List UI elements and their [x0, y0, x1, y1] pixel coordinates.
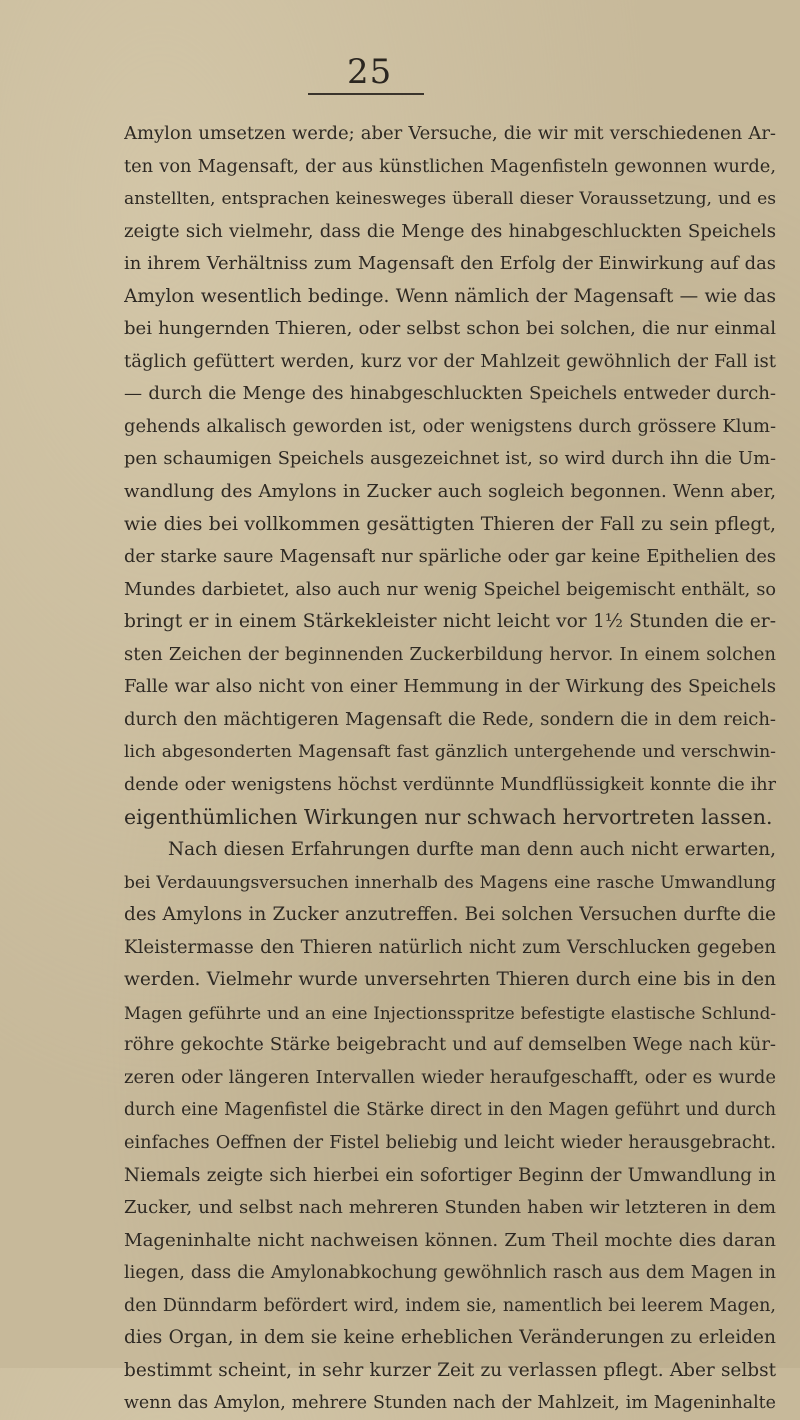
text-line: wie dies bei vollkommen gesättigten Thieren der Fall zu sein pflegt,: [124, 513, 776, 535]
text-line: sten Zeichen der beginnenden Zuckerbildung hervor. In einem solchen: [124, 643, 776, 665]
paragraph-end-line: eigenthümlichen Wirkungen nur schwach hervortreten lassen.: [124, 805, 773, 830]
text-line: wandlung des Amylons in Zucker auch sogleich begonnen. Wenn aber,: [124, 481, 776, 503]
body-text: [124, 118, 776, 1420]
text-line: — durch die Menge des hinabgeschluckten Speichels entweder durch-: [124, 383, 776, 405]
text-line: Falle war also nicht von einer Hemmung in der Wirkung des Speichels: [124, 676, 776, 698]
text-line: bringt er in einem Stärkekleister nicht leicht vor 1½ Stunden die er-: [124, 611, 776, 633]
text-line: des Amylons in Zucker anzutreffen. Bei solchen Versuchen durfte die: [124, 904, 776, 926]
text-line: in ihrem Verhältniss zum Magensaft den Erfolg der Einwirkung auf das: [124, 253, 776, 275]
text-line: werden. Vielmehr wurde unversehrten Thieren durch eine bis in den: [124, 969, 776, 991]
text-line: dies Organ, in dem sie keine erheblichen Veränderungen zu erleiden: [124, 1327, 776, 1349]
text-line: bei Verdauungsversuchen innerhalb des Magens eine rasche Umwandlung: [124, 872, 776, 893]
text-line: zeigte sich vielmehr, dass die Menge des hinabgeschluckten Speichels: [124, 220, 776, 242]
header-rule: [308, 93, 424, 95]
text-line: Amylon wesentlich bedinge. Wenn nämlich der Magensaft — wie das: [124, 285, 776, 307]
page-number: 25: [347, 52, 393, 92]
text-line: Mundes darbietet, also auch nur wenig Speichel beigemischt enthält, so: [124, 579, 776, 600]
text-line: durch eine Magenfistel die Stärke direct in den Magen geführt und durch: [124, 1100, 776, 1121]
paragraph-start-line: Nach diesen Erfahrungen durfte man denn auch nicht erwarten,: [168, 839, 776, 861]
text-line: dende oder wenigstens höchst verdünnte Mundflüssigkeit konnte die ihr: [124, 774, 776, 795]
text-line: liegen, dass die Amylonabkochung gewöhnlich rasch aus dem Magen in: [124, 1262, 776, 1284]
text-line: Magen geführte und an eine Injectionsspritze befestigte elastische Schlund-: [124, 1002, 776, 1023]
text-line: ten von Magensaft, der aus künstlichen Magenfisteln gewonnen wurde,: [124, 155, 776, 177]
text-line: bei hungernden Thieren, oder selbst schon bei solchen, die nur einmal: [124, 318, 776, 340]
page-header: [0, 52, 800, 102]
text-line: anstellten, entsprachen keinesweges überall dieser Voraussetzung, und es: [124, 189, 776, 210]
text-line: Mageninhalte nicht nachweisen können. Zum Theil mochte dies daran: [124, 1229, 776, 1251]
text-line: lich abgesonderten Magensaft fast gänzlich untergehende und verschwin-: [124, 742, 776, 763]
text-line: wenn das Amylon, mehrere Stunden nach der Mahlzeit, im Mageninhalte: [124, 1393, 776, 1414]
text-line: gehends alkalisch geworden ist, oder wenigstens durch grössere Klum-: [124, 415, 776, 437]
text-line: Kleistermasse den Thieren natürlich nicht zum Verschlucken gegeben: [124, 936, 776, 958]
text-line: röhre gekochte Stärke beigebracht und auf demselben Wege nach kür-: [124, 1034, 776, 1056]
text-line: einfaches Oeffnen der Fistel beliebig und leicht wieder herausgebracht.: [124, 1132, 776, 1153]
text-line: täglich gefüttert werden, kurz vor der Mahlzeit gewöhnlich der Fall ist: [124, 350, 776, 372]
text-line: durch den mächtigeren Magensaft die Rede, sondern die in dem reich-: [124, 708, 776, 730]
text-line: Niemals zeigte sich hierbei ein sofortiger Beginn der Umwandlung in: [124, 1164, 776, 1186]
text-line: der starke saure Magensaft nur spärliche oder gar keine Epithelien des: [124, 546, 776, 568]
text-line: Amylon umsetzen werde; aber Versuche, die wir mit verschiedenen Ar-: [124, 123, 776, 144]
text-line: den Dünndarm befördert wird, indem sie, namentlich bei leerem Magen,: [124, 1295, 776, 1316]
text-line: pen schaumigen Speichels ausgezeichnet ist, so wird durch ihn die Um-: [124, 449, 776, 470]
text-line: zeren oder längeren Intervallen wieder heraufgeschafft, oder es wurde: [124, 1066, 776, 1088]
text-line: bestimmt scheint, in sehr kurzer Zeit zu verlassen pflegt. Aber selbst: [124, 1359, 776, 1381]
text-line: Zucker, und selbst nach mehreren Stunden haben wir letzteren in dem: [124, 1197, 776, 1219]
